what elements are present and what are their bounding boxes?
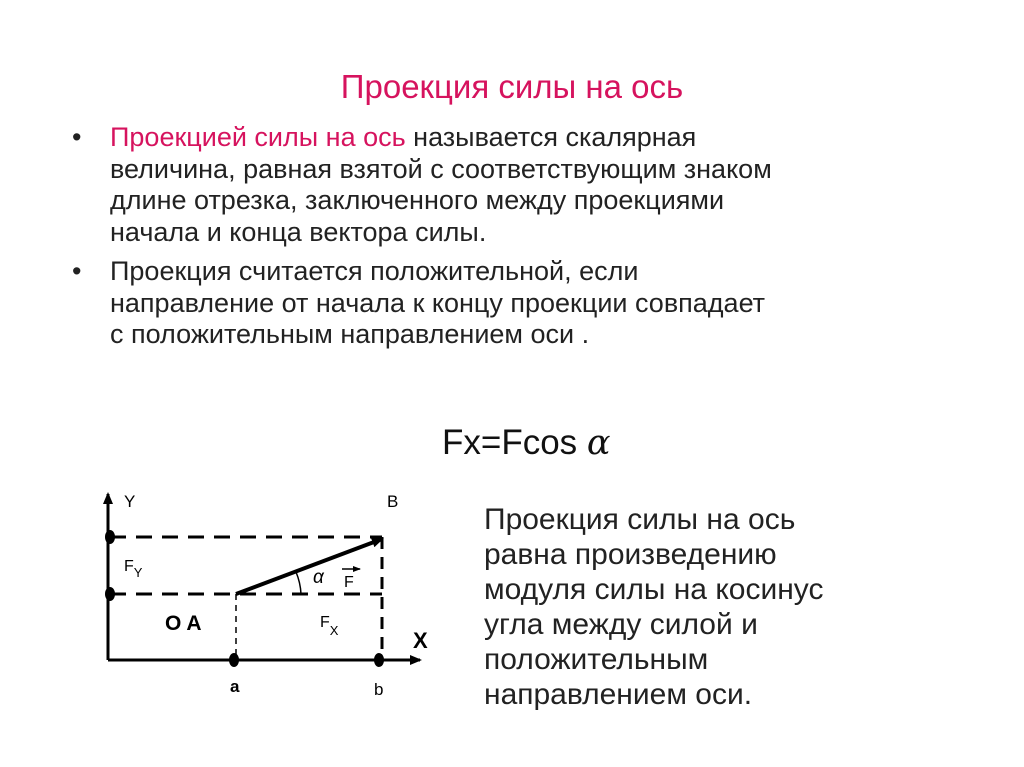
label-a: a <box>230 677 240 696</box>
label-fy-sub: Y <box>133 565 143 580</box>
label-alpha: α <box>313 567 324 588</box>
caption-line-2: равна произведению <box>484 538 777 572</box>
label-fx-main: F <box>320 614 330 631</box>
caption-line-3: модуля силы на косинус <box>484 573 824 607</box>
sign-rule-line-1: Проекция считается положительной, если <box>110 256 639 287</box>
label-fy-main: F <box>124 558 134 575</box>
slide-title: Проекция силы на ось <box>340 68 684 105</box>
label-fy <box>124 558 143 580</box>
formula-alpha: α <box>586 423 611 463</box>
bullet-dot: • <box>72 122 82 152</box>
caption-line-1: Проекция силы на ось <box>484 503 796 536</box>
caption-line-4: угла между силой и <box>484 608 758 642</box>
definition-line-2: величина, равная взятой с соответствующим знаком <box>110 153 772 184</box>
formula-text: Fx=Fcos <box>442 423 587 462</box>
label-b-top: B <box>387 492 399 511</box>
bullet-dot: • <box>72 256 82 287</box>
point-y-top <box>105 530 115 544</box>
definition-term: Проекцией силы на ось <box>110 122 406 152</box>
label-fx-sub: X <box>329 623 339 638</box>
definition-line-1: называется скалярная <box>405 122 697 152</box>
label-b: b <box>374 680 384 699</box>
sign-rule-line-2: направление от начала к концу проекции совпадает <box>110 287 766 318</box>
point-b <box>374 653 384 667</box>
label-f: F <box>344 574 354 591</box>
sign-rule-line-3: с положительным направлением оси . <box>110 319 590 350</box>
caption-line-5: положительным <box>484 643 709 677</box>
label-fx <box>320 614 339 638</box>
label-x: X <box>413 628 428 653</box>
label-y: Y <box>124 492 136 511</box>
caption-line-6: направлением оси. <box>484 678 753 712</box>
point-a <box>229 653 239 667</box>
force-vector <box>236 539 382 594</box>
label-oa: O A <box>165 612 202 635</box>
definition-line-4: начала и конца вектора силы. <box>110 216 487 247</box>
point-y-mid <box>105 587 115 601</box>
definition-line-3: длине отрезка, заключенного между проекциями <box>110 185 725 216</box>
angle-arc <box>296 572 301 594</box>
